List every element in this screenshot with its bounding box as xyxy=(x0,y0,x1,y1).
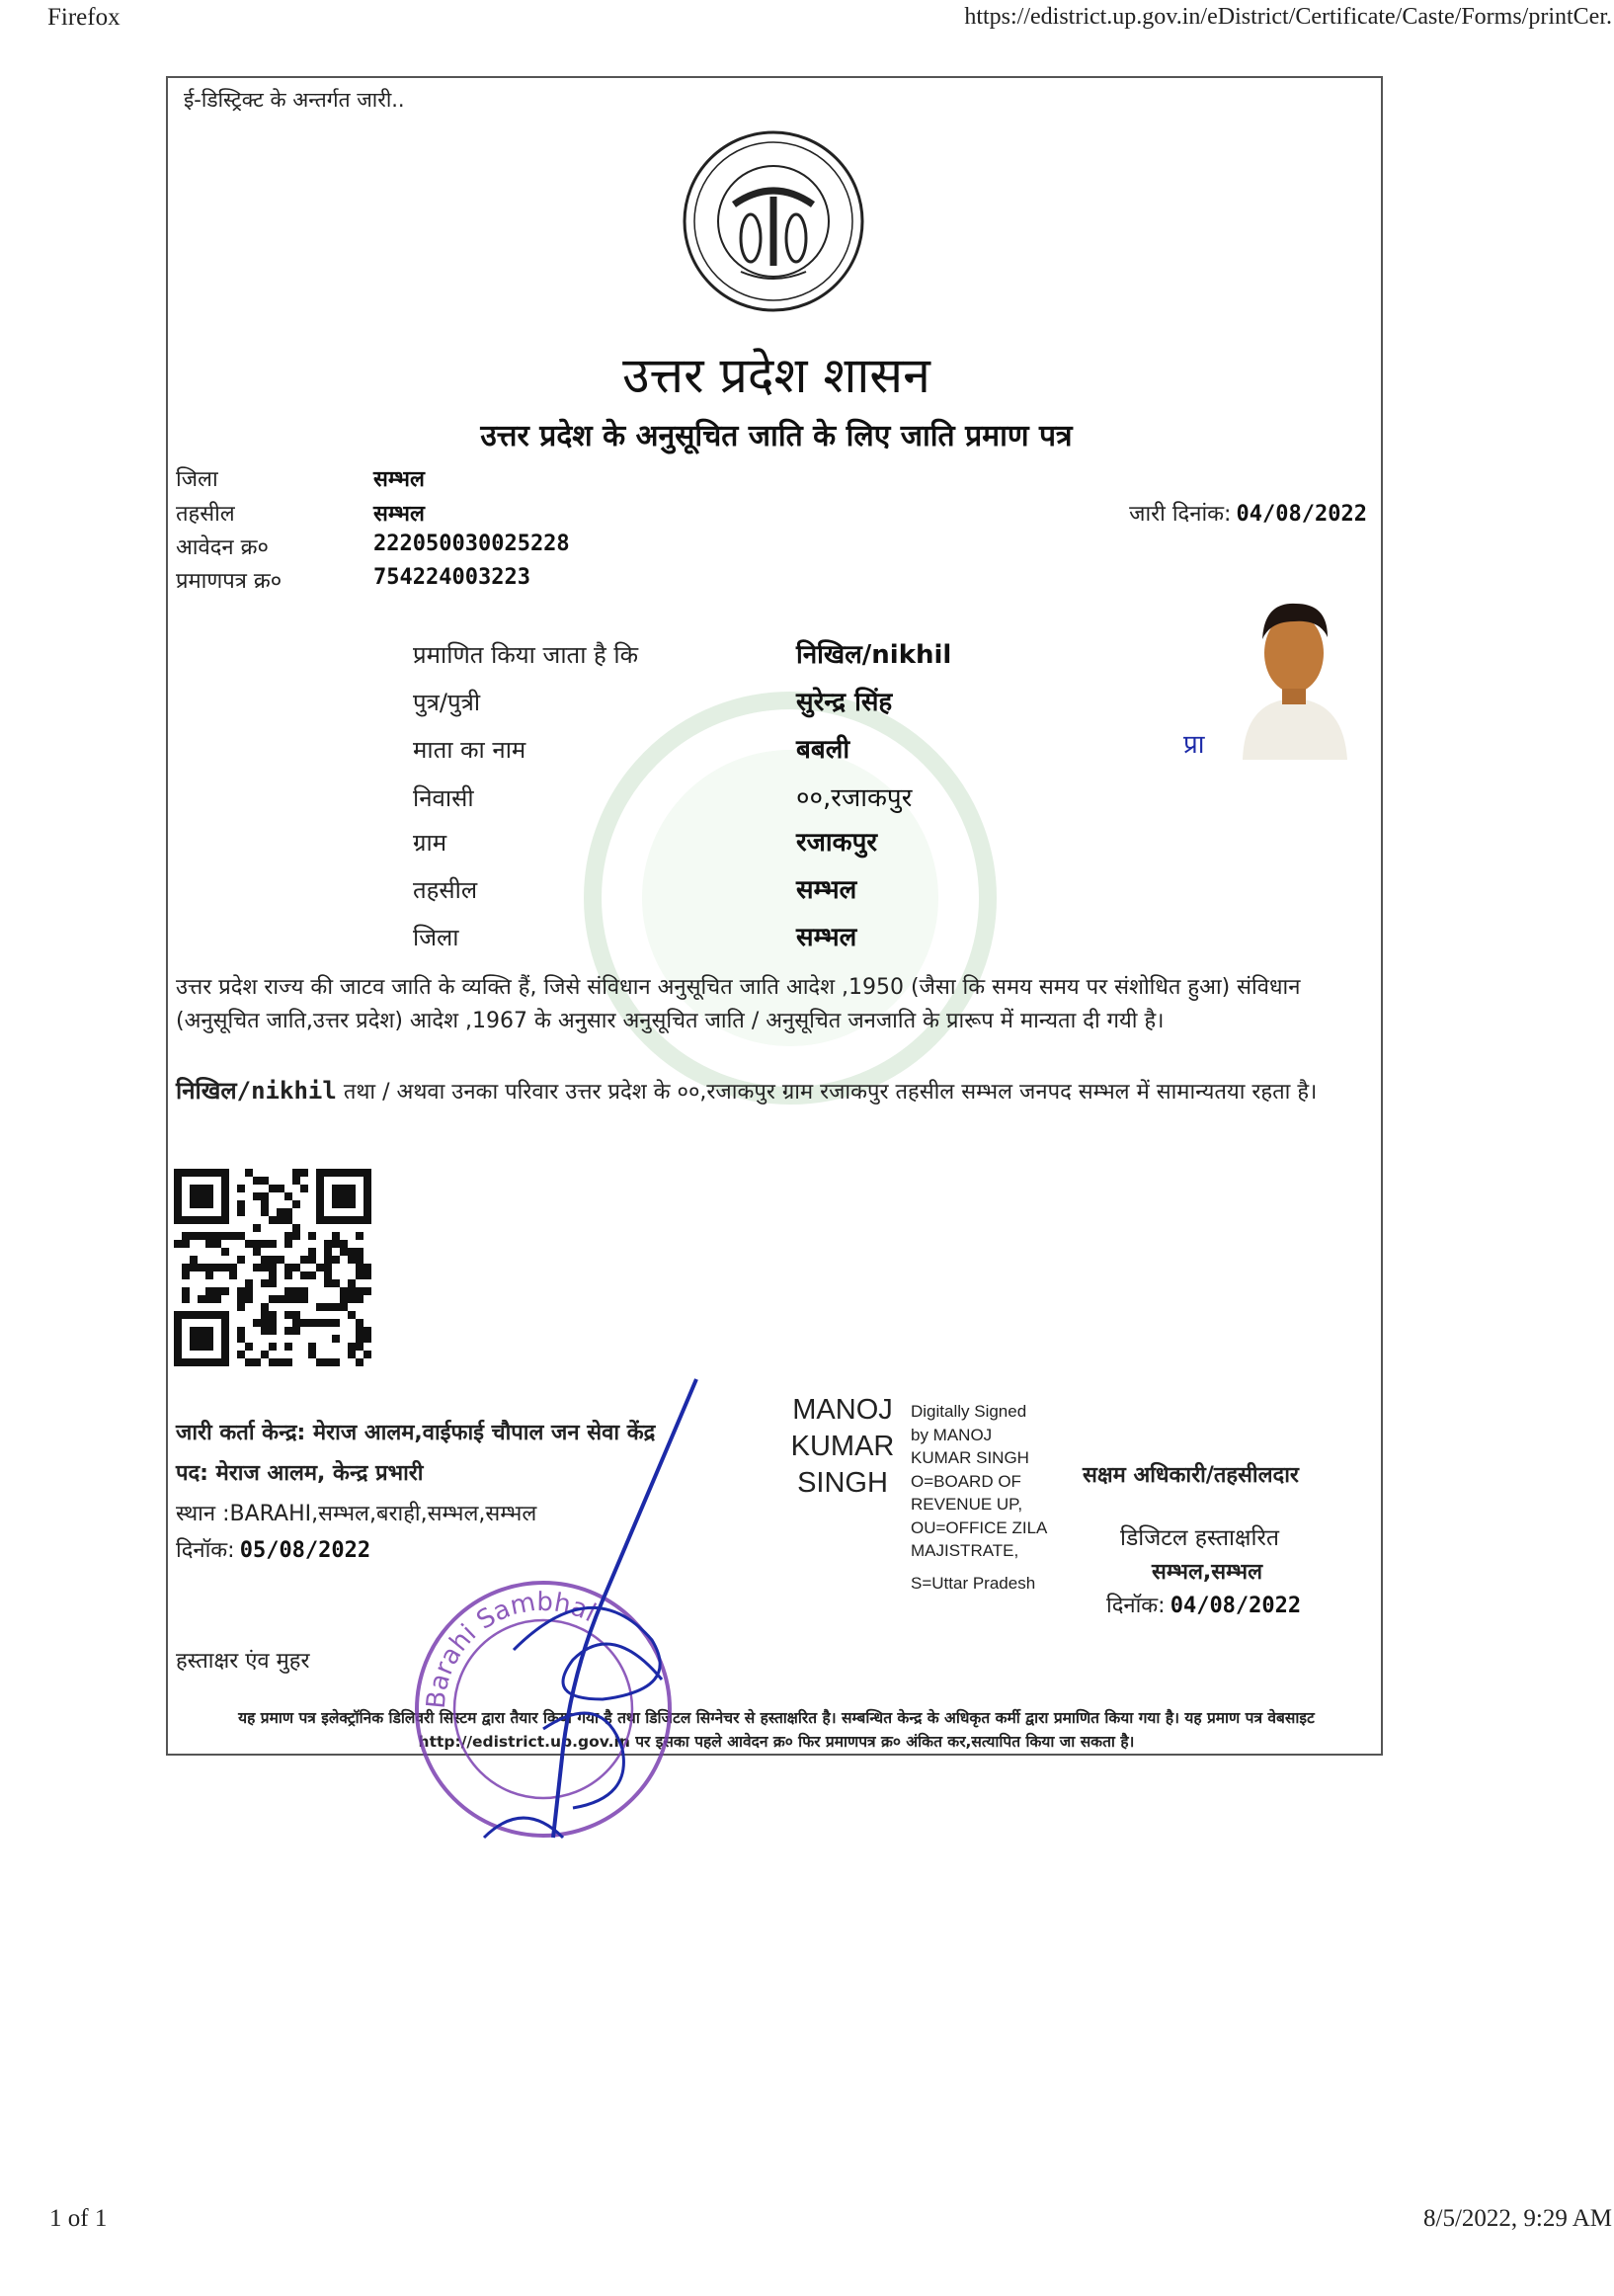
issue-date-label: जारी दिनांक: xyxy=(1129,502,1232,527)
holder-name: निखिल/nikhil xyxy=(796,640,952,670)
district-label: जिला xyxy=(176,467,218,492)
page-count: 1 of 1 xyxy=(49,2205,108,2232)
field-tehsil-value: सम्भल xyxy=(796,875,857,905)
district-value: सम्भल xyxy=(373,467,425,492)
resident-label: निवासी xyxy=(413,784,474,812)
issuer-date-label: दिनॉक: xyxy=(176,1538,235,1563)
issuer-place: स्थान :BARAHI,सम्भल,बराही,सम्भल,सम्भल xyxy=(176,1502,537,1526)
issuing-center: जारी कर्ता केन्द्र: मेराज आलम,वाईफाई चौपाल जन सेवा केंद्र xyxy=(176,1421,656,1445)
authority-title: सक्षम अधिकारी/तहसीलदार xyxy=(1083,1463,1299,1488)
application-no-value: 222050030025228 xyxy=(373,532,570,556)
issuer-date xyxy=(176,1534,370,1564)
father-name: सुरेन्द्र सिंह xyxy=(796,688,893,717)
browser-app-name: Firefox xyxy=(47,4,121,31)
watermark-emblem xyxy=(583,691,998,1106)
authority-date xyxy=(1106,1590,1301,1619)
handwritten-signature xyxy=(454,1373,711,1867)
mother-name: बबली xyxy=(796,735,850,765)
mother-name-label: माता का नाम xyxy=(413,736,526,764)
issue-date-value: 04/08/2022 xyxy=(1236,502,1367,527)
authority-digital-signed: डिजिटल हस्ताक्षरित xyxy=(1120,1525,1279,1551)
verification-note: यह प्रमाण पत्र इलेक्ट्रॉनिक डिलिवरी सिस्टम द्वारा तैयार किया गया है तथा डिजिटल सिग्नेचर से हस्ताक्षरित है। सम्बन्धित केन्द्र के अधिकृत कर्मी द्वारा प्रमाणित किया गया है। यह प्रमाण पत्र वेबसाइट http://edistrict.up.gov.in पर इसका पहले आवेदन क्र० फिर प्रमाणपत्र क्र० अंकित कर,सत्यापित किया जा सकता है। xyxy=(238,1709,1315,1751)
page-url: https://edistrict.up.gov.in/eDistrict/Certificate/Caste/Forms/printCer. xyxy=(964,4,1612,30)
son-daughter-label: पुत्र/पुत्री xyxy=(413,689,481,716)
page-title: उत्तर प्रदेश शासन xyxy=(622,347,930,404)
authority-date-value: 04/08/2022 xyxy=(1170,1594,1302,1618)
authority-place: सम्भल,सम्भल xyxy=(1152,1560,1263,1585)
authority-date-label: दिनॉक: xyxy=(1106,1594,1166,1618)
digital-signature-state: S=Uttar Pradesh xyxy=(911,1574,1036,1593)
stamp-text: Barahi Sambhal xyxy=(421,1587,601,1710)
residence-statement-text: तथा / अथवा उनका परिवार उत्तर प्रदेश के ००,रजाकपुर ग्राम रजाकपुर तहसील सम्भल जनपद सम्भल में सामान्यतया रहता है। xyxy=(343,1080,1318,1105)
caste-statement: उत्तर प्रदेश राज्य की जाटव जाति के व्यक्ति हैं, जिसे संविधान अनुसूचित जाति आदेश ,1950 (जैसा कि समय समय पर संशोधित हुआ) संविधान (अनुसूचित जाति,उत्तर प्रदेश) आदेश ,1967 के अनुसार अनुसूचित जाति / अनुसूचित जनजाति के प्रारूप में मान्यता दी गयी है। xyxy=(176,975,1301,1033)
tehsil-value: सम्भल xyxy=(373,502,425,527)
qr-code[interactable] xyxy=(174,1169,371,1366)
issuer-post: पद: मेराज आलम, केन्द्र प्रभारी xyxy=(176,1461,424,1486)
field-district-label: जिला xyxy=(413,924,459,951)
issued-under-text: ई-डिस्ट्रिक्ट के अन्तर्गत जारी.. xyxy=(184,88,405,112)
field-tehsil-label: तहसील xyxy=(413,876,478,904)
residence-holder-name: निखिल/nikhil xyxy=(176,1077,337,1105)
signature-seal-label: हस्ताक्षर एंव मुहर xyxy=(176,1649,310,1674)
applicant-photo xyxy=(1225,592,1363,760)
digital-signer-name: MANOJ KUMAR SINGH xyxy=(790,1394,895,1499)
photo-ink-mark: प्रा xyxy=(1183,730,1205,760)
issue-date xyxy=(1129,498,1367,528)
tehsil-label: तहसील xyxy=(176,502,235,527)
certify-label: प्रमाणित किया जाता है कि xyxy=(413,641,639,669)
digital-signature-details: Digitally Signed by MANOJ KUMAR SINGH O=BOARD OF REVENUE UP, OU=OFFICE ZILA MAJISTRATE, xyxy=(911,1402,1048,1560)
resident-value: ००,रजाकपुर xyxy=(796,783,913,813)
application-no-label: आवेदन क्र० xyxy=(176,535,269,560)
village-label: ग्राम xyxy=(413,829,447,857)
certificate-frame xyxy=(166,76,1383,1756)
certificate-subtitle: उत्तर प्रदेश के अनुसूचित जाति के लिए जाति प्रमाण पत्र xyxy=(480,419,1073,453)
issuer-date-value: 05/08/2022 xyxy=(239,1538,371,1563)
print-datetime: 8/5/2022, 9:29 AM xyxy=(1423,2205,1612,2232)
certificate-no-label: प्रमाणपत्र क्र० xyxy=(176,569,282,594)
certificate-no-value: 754224003223 xyxy=(373,565,530,590)
residence-statement xyxy=(176,1074,1373,1109)
up-govt-emblem xyxy=(680,127,867,315)
village-value: रजाकपुर xyxy=(796,828,878,858)
field-district-value: सम्भल xyxy=(796,923,857,952)
